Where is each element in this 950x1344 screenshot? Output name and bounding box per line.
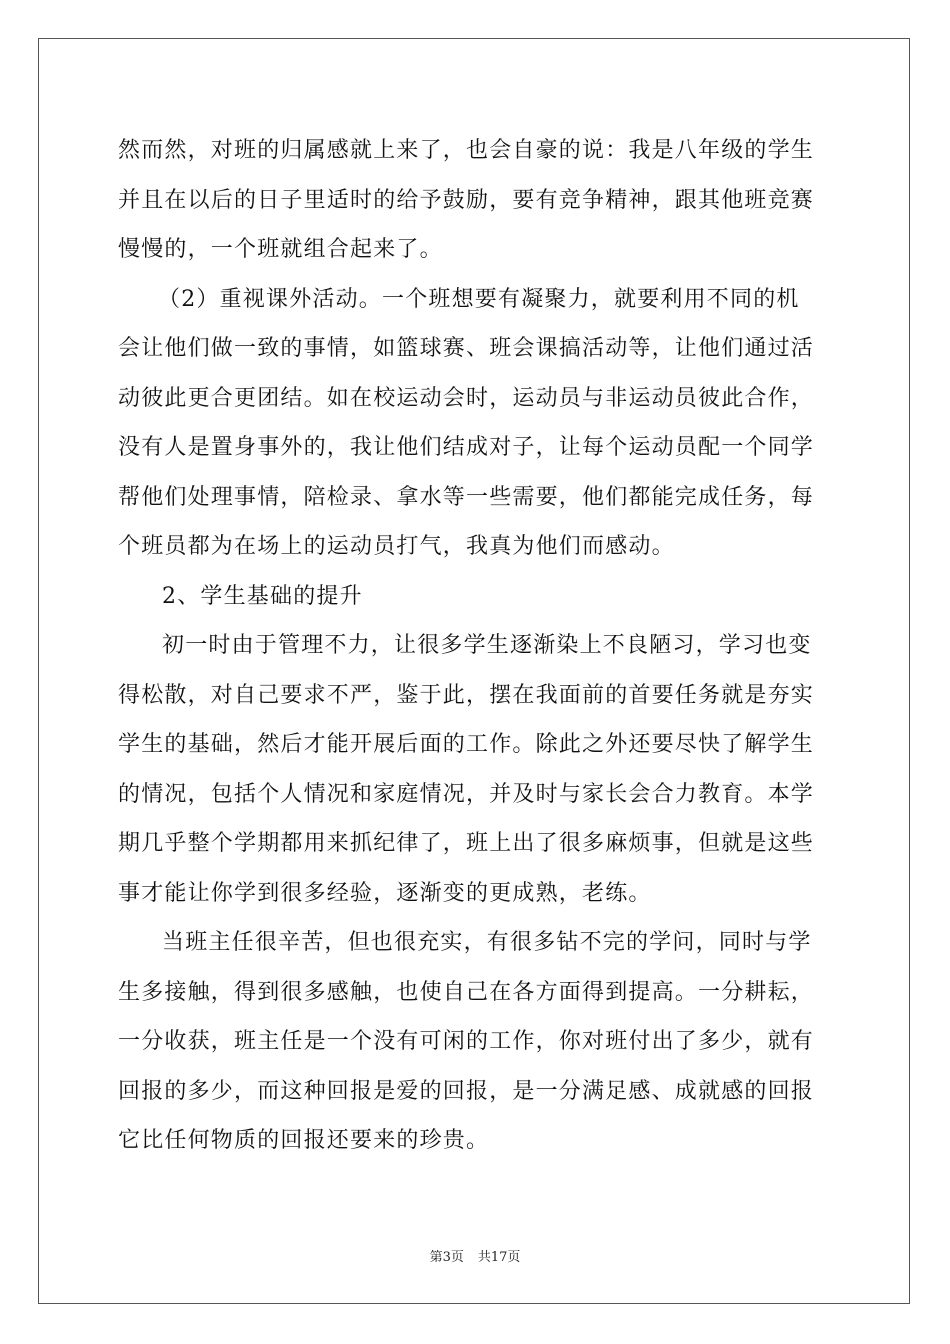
text-line: 慢慢的，一个班就组合起来了。 xyxy=(118,237,443,262)
text-line: 一分收获，班主任是一个没有可闲的工作，你对班付出了多少，就有 xyxy=(118,1029,815,1054)
page-footer xyxy=(0,1246,950,1265)
text-line: 会让他们做一致的事情，如篮球赛、班会课搞活动等，让他们通过活 xyxy=(118,336,815,361)
text-line: 事才能让你学到很多经验，逐渐变的更成熟，老练。 xyxy=(118,880,652,906)
text-line: 帮他们处理事情，陪检录、拿水等一些需要，他们都能完成任务，每 xyxy=(118,484,815,510)
text-line: 个班员都为在场上的运动员打气，我真为他们而感动。 xyxy=(118,534,675,559)
text-line: 然而然，对班的归属感就上来了，也会自豪的说：我是八年级的学生 xyxy=(118,138,815,163)
text-line: 得松散，对自己要求不严，鉴于此，摆在我面前的首要任务就是夯实 xyxy=(118,682,815,708)
document-body xyxy=(118,126,838,1166)
text-line: 初一时由于管理不力，让很多学生逐渐染上不良陋习，学习也变 xyxy=(162,633,812,658)
text-line: 学生的基础，然后才能开展后面的工作。除此之外还要尽快了解学生 xyxy=(118,732,815,757)
text-line: 的情况，包括个人情况和家庭情况，并及时与家长会合力教育。本学 xyxy=(118,781,815,807)
text-line: 期几乎整个学期都用来抓纪律了，班上出了很多麻烦事，但就是这些 xyxy=(118,831,815,856)
page-number: 第3页 xyxy=(429,1250,464,1265)
text-line: 生多接触，得到很多感触，也使自己在各方面得到提高。一分耕耘， xyxy=(118,979,815,1005)
text-line: 当班主任很辛苦，但也很充实，有很多钻不完的学问，同时与学 xyxy=(162,930,812,955)
text-line: 动彼此更合更团结。如在校运动会时，运动员与非运动员彼此合作， xyxy=(118,385,815,411)
text-line: 回报的多少，而这种回报是爱的回报，是一分满足感、成就感的回报 xyxy=(118,1078,815,1104)
text-line: （2）重视课外活动。一个班想要有凝聚力，就要利用不同的机 xyxy=(158,286,800,312)
page-total: 共17页 xyxy=(477,1250,521,1265)
text-line: 没有人是置身事外的，我让他们结成对子，让每个运动员配一个同学 xyxy=(118,435,815,460)
section-heading: 2、学生基础的提升 xyxy=(162,583,363,609)
text-line: 并且在以后的日子里适时的给予鼓励，要有竞争精神，跟其他班竞赛 xyxy=(118,187,815,213)
text-line: 它比任何物质的回报还要来的珍贵。 xyxy=(118,1128,490,1153)
